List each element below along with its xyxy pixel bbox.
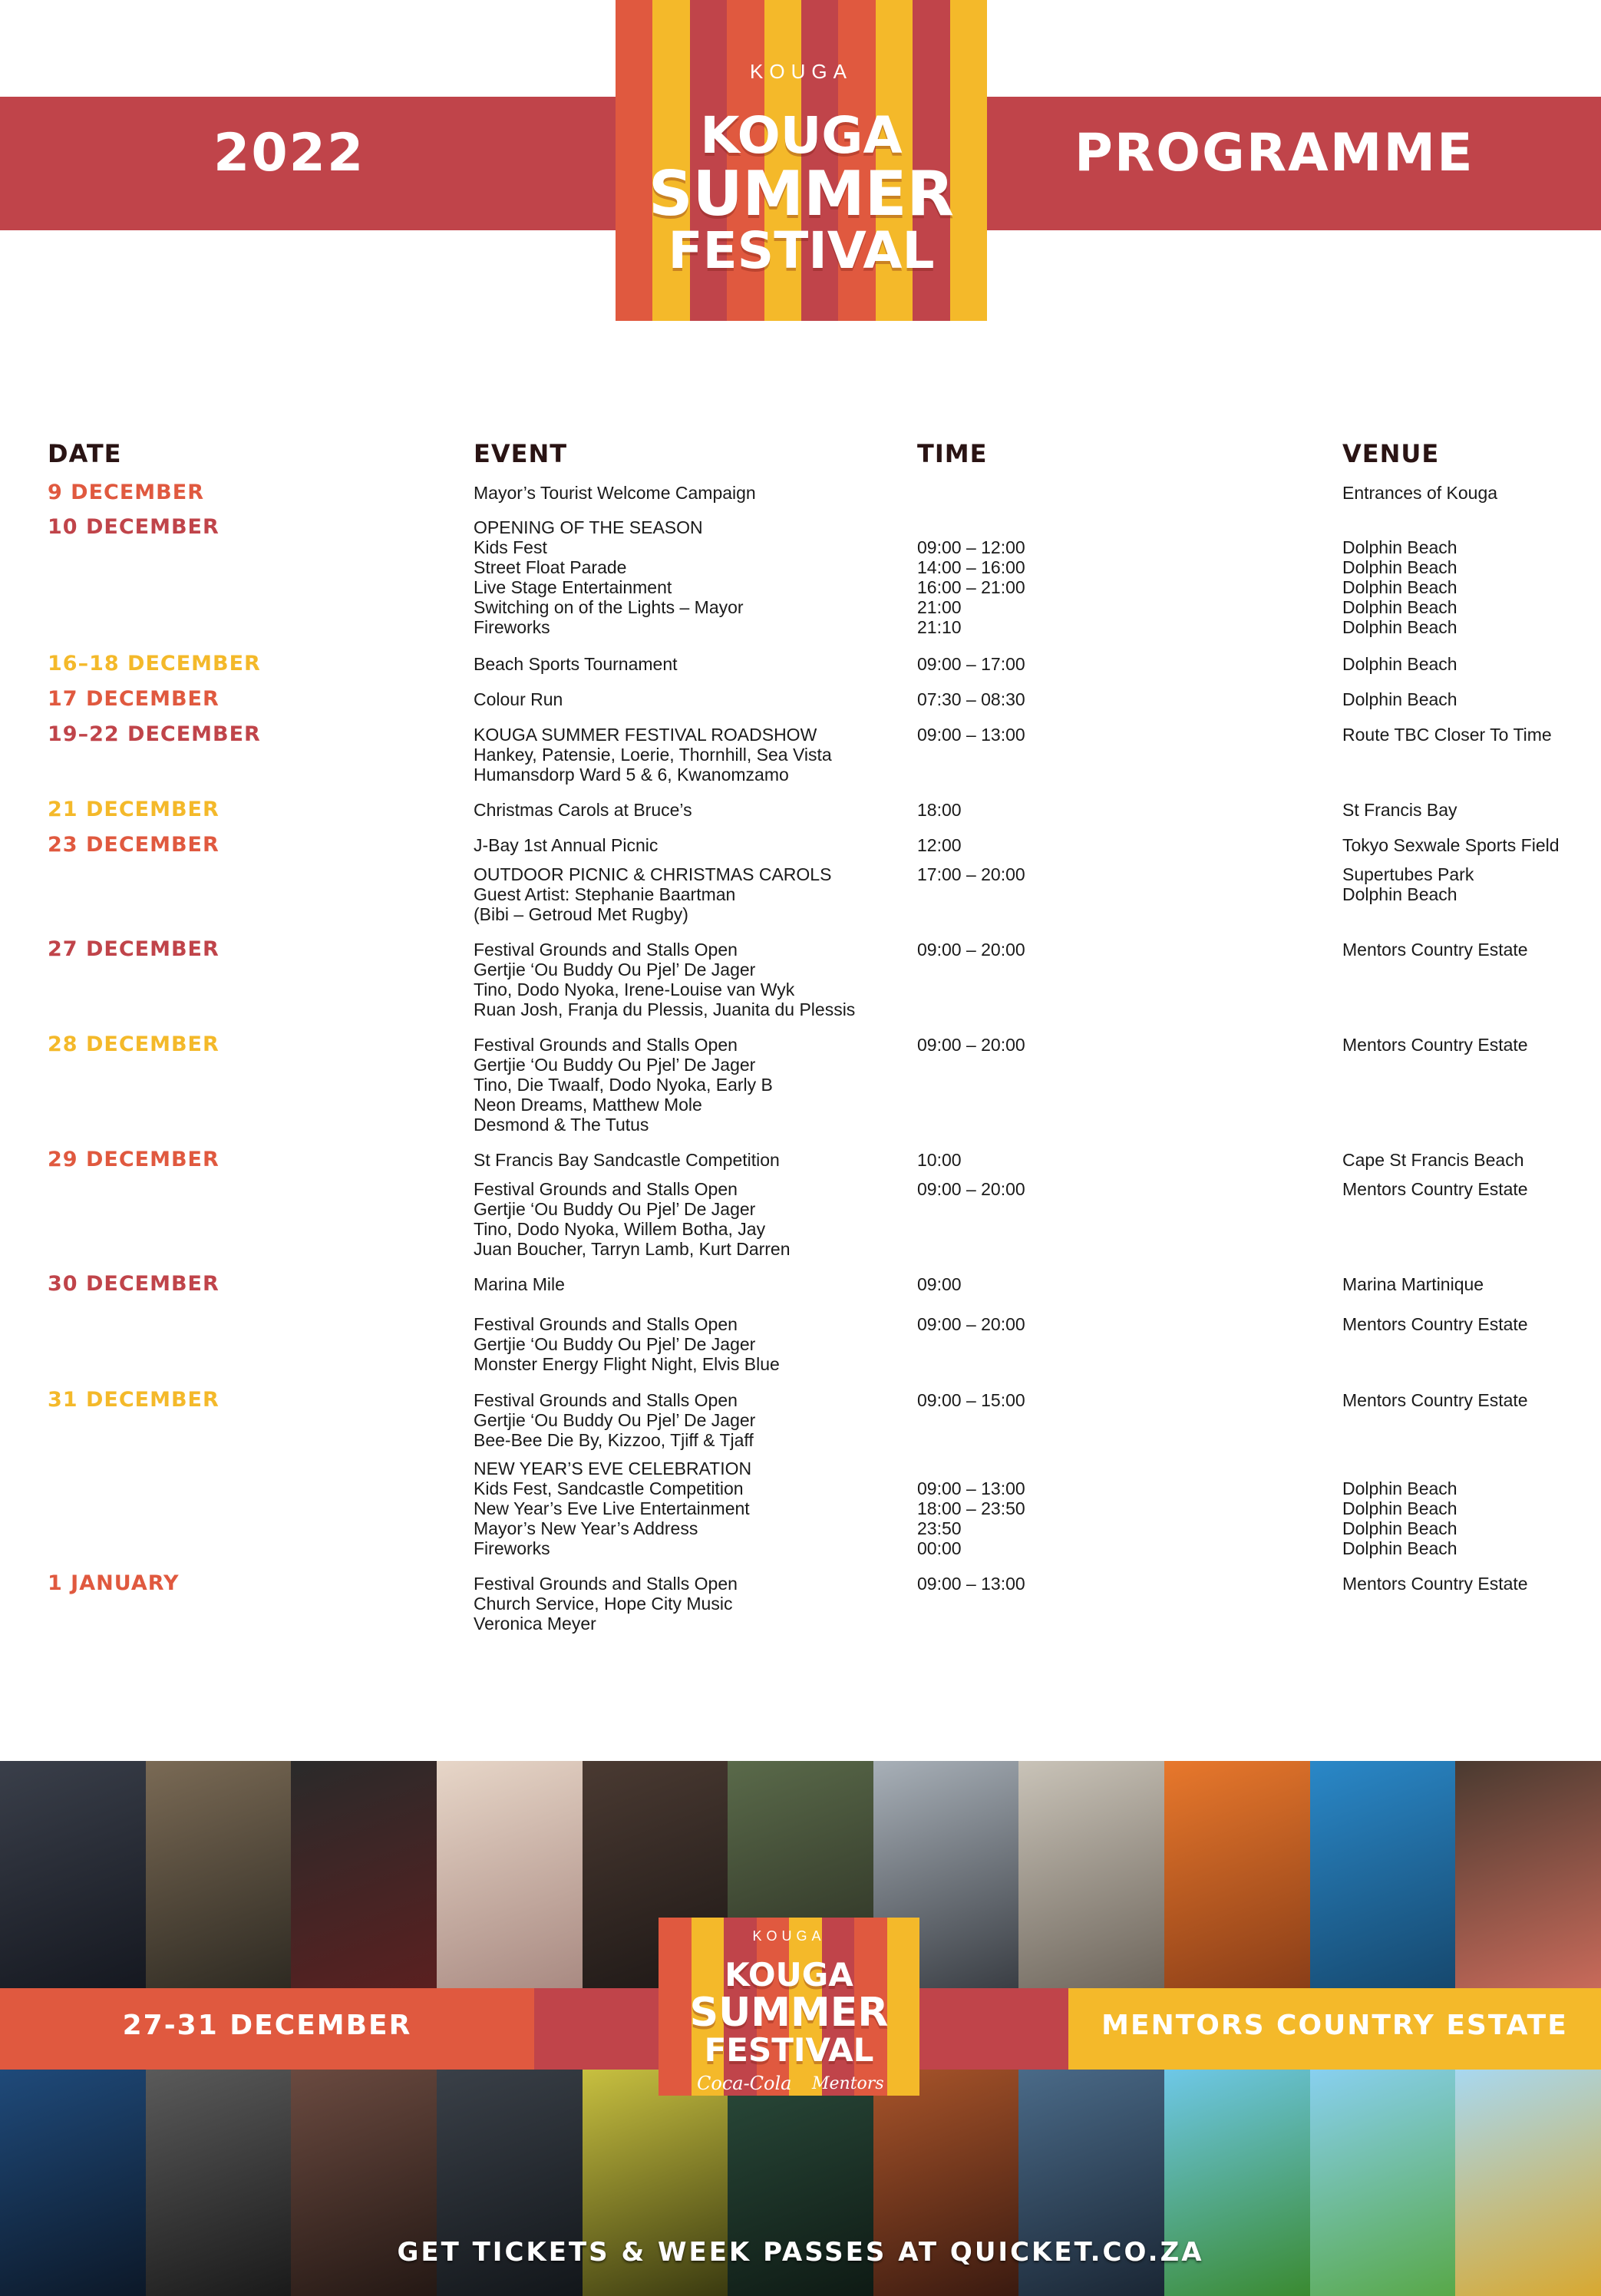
logo-line-festival: FESTIVAL (668, 221, 935, 280)
artist-photo (291, 1761, 437, 1988)
artist-photo (146, 1761, 292, 1988)
row-date: 1 JANUARY (48, 1571, 180, 1595)
row-event: Festival Grounds and Stalls Open Gertjie ‘Ou Buddy Ou Pjel’ De Jager Tino, Die Twaalf, Dodo Nyoka, Early B Neon Dreams, Matthew Mole Desmond & The Tutus (474, 1035, 773, 1135)
artist-photo (1455, 1761, 1601, 1988)
row-date: 31 DECEMBER (48, 1388, 220, 1412)
artist-photo (437, 1761, 583, 1988)
banner-logo-brand: KOUGA (752, 1928, 826, 1944)
row-time: 09:00 – 13:00 (917, 1574, 1025, 1594)
banner-logo-summer: SUMMER (689, 1990, 889, 2036)
banner-festival-logo (659, 1918, 919, 2096)
row-venue: Mentors Country Estate (1342, 1035, 1528, 1055)
row-time: 09:00 – 17:00 (917, 654, 1025, 674)
row-date: 9 DECEMBER (48, 481, 204, 504)
logo-line-summer: SUMMER (648, 158, 955, 230)
row-event: Festival Grounds and Stalls Open Gertjie ‘Ou Buddy Ou Pjel’ De Jager Monster Energy Flight Night, Elvis Blue (474, 1314, 780, 1374)
row-time: 17:00 – 20:00 (917, 864, 1025, 884)
row-time: 09:00 – 15:00 (917, 1390, 1025, 1410)
row-event: Festival Grounds and Stalls Open Gertjie ‘Ou Buddy Ou Pjel’ De Jager Tino, Dodo Nyoka, Willem Botha, Jay Juan Boucher, Tarryn Lamb, Kurt Darren (474, 1179, 791, 1259)
row-event: OPENING OF THE SEASON Kids Fest Street Float Parade Live Stage Entertainment Switching on of the Lights – Mayor Fireworks (474, 517, 744, 637)
row-venue: Mentors Country Estate (1342, 1390, 1528, 1410)
row-date: 29 DECEMBER (48, 1148, 220, 1171)
row-venue: Tokyo Sexwale Sports Field (1342, 835, 1560, 855)
row-venue: Mentors Country Estate (1342, 1179, 1528, 1199)
row-venue: Marina Martinique (1342, 1274, 1484, 1294)
column-venue-heading: VENUE (1342, 439, 1440, 468)
row-event: Christmas Carols at Bruce’s (474, 800, 692, 820)
row-venue: Entrances of Kouga (1342, 483, 1498, 503)
row-event: Festival Grounds and Stalls Open Gertjie ‘Ou Buddy Ou Pjel’ De Jager Tino, Dodo Nyoka, Irene-Louise van Wyk Ruan Josh, Franja du Plessis, Juanita du Plessis (474, 940, 856, 1019)
row-event: J-Bay 1st Annual Picnic (474, 835, 659, 855)
column-date-heading: DATE (48, 439, 122, 468)
row-venue: Dolphin Beach Dolphin Beach Dolphin Beach Dolphin Beach (1342, 1478, 1457, 1558)
row-date: 16–18 DECEMBER (48, 652, 261, 676)
row-date: 28 DECEMBER (48, 1032, 220, 1056)
row-time: 09:00 – 20:00 (917, 1314, 1025, 1334)
row-venue: Dolphin Beach (1342, 689, 1457, 709)
row-time: 09:00 – 13:00 (917, 725, 1025, 745)
row-date: 23 DECEMBER (48, 833, 220, 857)
artist-photo (1164, 1761, 1310, 1988)
row-date: 19–22 DECEMBER (48, 722, 261, 746)
logo-brand-mark: KOUGA (750, 60, 853, 83)
header-year: 2022 (213, 123, 365, 183)
row-venue: Cape St Francis Beach (1342, 1150, 1524, 1170)
festival-logo (616, 0, 987, 321)
column-event-heading: EVENT (474, 439, 568, 468)
row-event: Mayor’s Tourist Welcome Campaign (474, 483, 756, 503)
row-venue: Dolphin Beach (1342, 654, 1457, 674)
row-event: Colour Run (474, 689, 563, 709)
row-time: 18:00 (917, 800, 962, 820)
row-event: Beach Sports Tournament (474, 654, 678, 674)
row-time: 10:00 (917, 1150, 962, 1170)
column-time-heading: TIME (917, 439, 988, 468)
artist-photo (1310, 1761, 1456, 1988)
header-programme: PROGRAMME (1074, 123, 1474, 183)
row-venue: Dolphin Beach Dolphin Beach Dolphin Beach Dolphin Beach Dolphin Beach (1342, 537, 1457, 637)
banner-logo-kouga: KOUGA (725, 1956, 853, 1994)
banner-logo-festival: FESTIVAL (704, 2031, 874, 2069)
row-venue: Route TBC Closer To Time (1342, 725, 1552, 745)
row-event: Marina Mile (474, 1274, 565, 1294)
sponsor-mentors-logo: Mentors (812, 2074, 884, 2093)
row-event: OUTDOOR PICNIC & CHRISTMAS CAROLS Guest Artist: Stephanie Baartman (Bibi – Getroud Met Rugby) (474, 864, 832, 924)
row-time: 09:00 – 13:00 18:00 – 23:50 23:50 00:00 (917, 1478, 1025, 1558)
row-event: KOUGA SUMMER FESTIVAL ROADSHOW Hankey, Patensie, Loerie, Thornhill, Sea Vista Humansdorp Ward 5 & 6, Kwanomzamo (474, 725, 832, 785)
tickets-callout: GET TICKETS & WEEK PASSES AT QUICKET.CO.ZA (397, 2237, 1204, 2268)
row-date: 17 DECEMBER (48, 687, 220, 711)
row-time: 09:00 – 20:00 (917, 1035, 1025, 1055)
row-time: 09:00 – 12:00 14:00 – 16:00 16:00 – 21:00 21:00 21:10 (917, 537, 1025, 637)
row-date: 27 DECEMBER (48, 937, 220, 961)
row-venue: St Francis Bay (1342, 800, 1457, 820)
row-venue: Mentors Country Estate (1342, 1314, 1528, 1334)
row-venue: Mentors Country Estate (1342, 940, 1528, 960)
banner-venue: MENTORS COUNTRY ESTATE (1101, 2010, 1568, 2041)
artist-photo (0, 1761, 146, 1988)
row-date: 10 DECEMBER (48, 515, 220, 539)
row-event: St Francis Bay Sandcastle Competition (474, 1150, 780, 1170)
row-venue: Mentors Country Estate (1342, 1574, 1528, 1594)
row-time: 07:30 – 08:30 (917, 689, 1025, 709)
row-event: NEW YEAR’S EVE CELEBRATION Kids Fest, Sandcastle Competition New Year’s Eve Live Entertainment Mayor’s New Year’s Address Fireworks (474, 1459, 752, 1558)
row-time: 09:00 – 20:00 (917, 940, 1025, 960)
row-venue: Supertubes Park Dolphin Beach (1342, 864, 1474, 904)
banner-dates: 27-31 DECEMBER (122, 2010, 412, 2041)
row-date: 21 DECEMBER (48, 798, 220, 821)
row-date: 30 DECEMBER (48, 1272, 220, 1296)
row-time: 12:00 (917, 835, 962, 855)
artist-photo (1018, 1761, 1164, 1988)
row-time: 09:00 (917, 1274, 962, 1294)
row-time: 09:00 – 20:00 (917, 1179, 1025, 1199)
row-event: Festival Grounds and Stalls Open Gertjie ‘Ou Buddy Ou Pjel’ De Jager Bee-Bee Die By, Kizzoo, Tjiff & Tjaff (474, 1390, 756, 1450)
sponsor-coca-cola-logo: Coca-Cola (697, 2073, 792, 2094)
row-event: Festival Grounds and Stalls Open Church Service, Hope City Music Veronica Meyer (474, 1574, 738, 1634)
logo-line-kouga: KOUGA (700, 106, 903, 165)
